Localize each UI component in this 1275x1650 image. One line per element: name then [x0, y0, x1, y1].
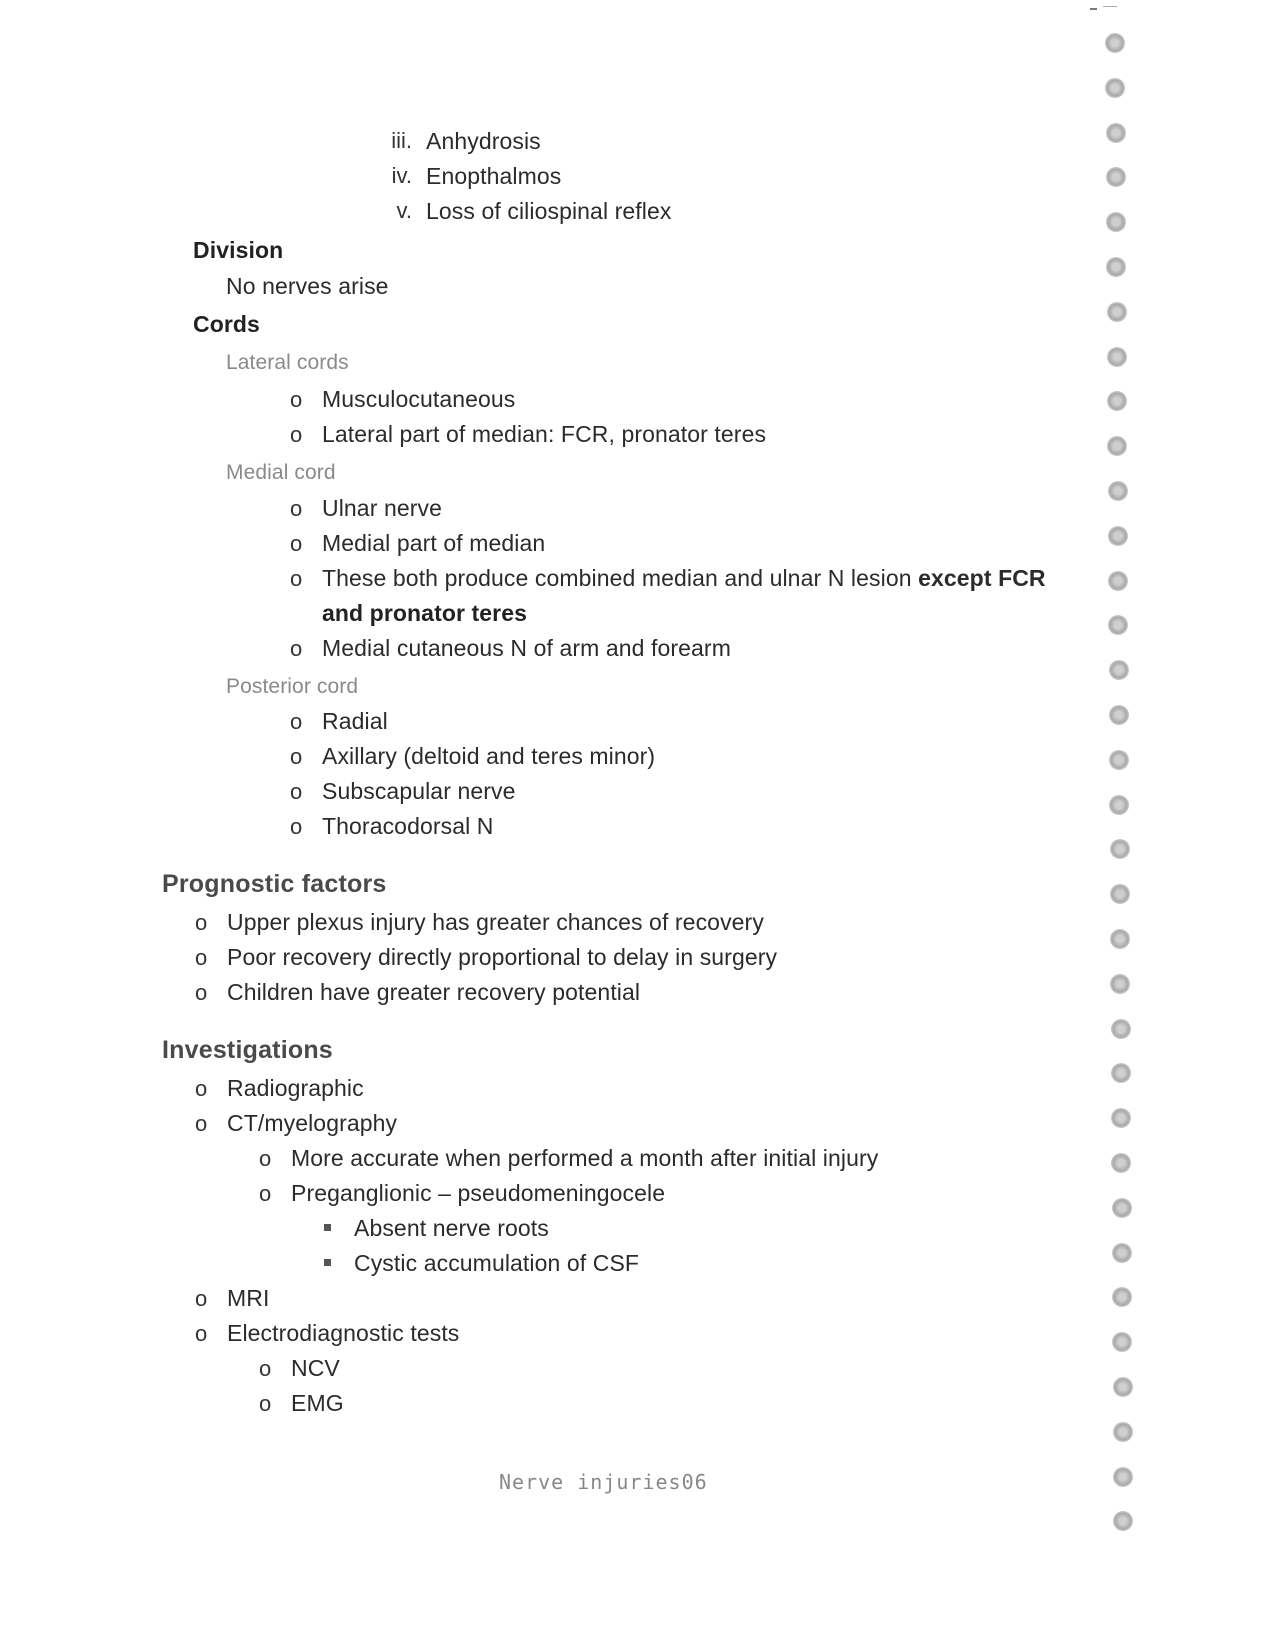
bullet-o: o [195, 980, 208, 1005]
binder-hole [1106, 212, 1126, 232]
binder-hole [1105, 33, 1125, 53]
list-item: Absent nerve roots [354, 1215, 549, 1241]
list-item: Upper plexus injury has greater chances of recovery [227, 909, 764, 935]
bullet-o: o [195, 1076, 208, 1101]
binder-hole [1112, 1287, 1132, 1307]
binder-hole [1110, 884, 1130, 904]
posterior-cord-title: Posterior cord [226, 675, 359, 698]
roman-numeral: v. [396, 198, 412, 223]
page-footer: Nerve injuries06 [499, 1470, 708, 1494]
list-item: Enopthalmos [426, 163, 562, 189]
list-item: Medial cutaneous N of arm and forearm [322, 635, 731, 661]
binder-hole [1109, 660, 1129, 680]
binder-hole [1108, 615, 1128, 635]
binder-hole [1106, 123, 1126, 143]
binder-hole [1108, 481, 1128, 501]
binder-hole [1111, 1019, 1131, 1039]
bullet-o: o [259, 1146, 272, 1171]
bullet-o: o [290, 387, 303, 412]
bullet-o: o [290, 566, 303, 591]
binder-hole [1109, 750, 1129, 770]
binder-hole [1107, 347, 1127, 367]
square-bullet [324, 1224, 331, 1231]
list-item: Medial part of median [322, 530, 546, 556]
bullet-o: o [290, 636, 303, 661]
combined-text: These both produce combined median and ulnar N lesion [322, 565, 919, 591]
bullet-o: o [290, 531, 303, 556]
bullet-o: o [259, 1181, 272, 1206]
list-item: NCV [291, 1355, 340, 1381]
list-item: Loss of ciliospinal reflex [426, 198, 672, 224]
list-item: Ulnar nerve [322, 495, 442, 521]
roman-numeral: iv. [391, 163, 412, 188]
bullet-o: o [195, 910, 208, 935]
bullet-o: o [290, 496, 303, 521]
cords-heading: Cords [193, 311, 260, 337]
list-item [322, 564, 1046, 592]
bullet-o: o [290, 814, 303, 839]
list-item: MRI [227, 1285, 270, 1311]
list-item: Poor recovery directly proportional to delay in surgery [227, 944, 778, 970]
binder-hole [1113, 1511, 1133, 1531]
list-item: Lateral part of median: FCR, pronator teres [322, 421, 767, 447]
investigations-heading: Investigations [162, 1036, 333, 1064]
binder-hole [1109, 705, 1129, 725]
binder-hole [1113, 1422, 1133, 1442]
list-item: Electrodiagnostic tests [227, 1320, 460, 1346]
square-bullet [324, 1259, 331, 1266]
list-item: Thoracodorsal N [322, 813, 494, 839]
binder-hole [1111, 1063, 1131, 1083]
list-item: Axillary (deltoid and teres minor) [322, 743, 656, 769]
bullet-o: o [259, 1356, 272, 1381]
binder-hole [1110, 974, 1130, 994]
binder-hole [1111, 1108, 1131, 1128]
list-item: Radiographic [227, 1075, 364, 1101]
combined-bold-continued: and pronator teres [322, 600, 528, 626]
binder-hole [1108, 526, 1128, 546]
binder-hole [1106, 167, 1126, 187]
bullet-o: o [259, 1391, 272, 1416]
binder-hole [1112, 1243, 1132, 1263]
list-item: Subscapular nerve [322, 778, 516, 804]
bullet-o: o [195, 1321, 208, 1346]
scan-mark [1090, 8, 1097, 10]
bullet-o: o [290, 709, 303, 734]
binder-hole [1107, 302, 1127, 322]
combined-bold: except FCR [918, 565, 1046, 591]
binder-hole [1108, 571, 1128, 591]
binder-hole [1110, 929, 1130, 949]
prognostic-heading: Prognostic factors [162, 870, 387, 898]
binder-hole [1105, 78, 1125, 98]
scan-mark [1103, 6, 1117, 7]
binder-hole [1107, 436, 1127, 456]
bullet-o: o [290, 744, 303, 769]
binder-hole [1109, 795, 1129, 815]
binder-hole [1107, 391, 1127, 411]
binder-hole [1112, 1332, 1132, 1352]
list-item: Anhydrosis [426, 128, 541, 154]
list-item: CT/myelography [227, 1110, 398, 1136]
list-item: Cystic accumulation of CSF [354, 1250, 640, 1276]
division-text: No nerves arise [226, 273, 389, 299]
list-item: Children have greater recovery potential [227, 979, 641, 1005]
medial-cord-title: Medial cord [226, 461, 336, 484]
list-item: Preganglionic – pseudomeningocele [291, 1180, 666, 1206]
lateral-cords-title: Lateral cords [226, 351, 349, 374]
list-item: Musculocutaneous [322, 386, 516, 412]
list-item: Radial [322, 708, 388, 734]
roman-numeral: iii. [391, 128, 412, 153]
bullet-o: o [290, 779, 303, 804]
list-item: More accurate when performed a month after initial injury [291, 1145, 879, 1171]
binder-hole [1113, 1467, 1133, 1487]
list-item: EMG [291, 1390, 344, 1416]
binder-hole [1110, 839, 1130, 859]
bullet-o: o [195, 945, 208, 970]
binder-hole [1113, 1377, 1133, 1397]
binder-hole [1106, 257, 1126, 277]
binder-hole [1111, 1153, 1131, 1173]
division-heading: Division [193, 237, 284, 263]
binder-hole [1112, 1198, 1132, 1218]
bullet-o: o [195, 1286, 208, 1311]
bullet-o: o [195, 1111, 208, 1136]
bullet-o: o [290, 422, 303, 447]
